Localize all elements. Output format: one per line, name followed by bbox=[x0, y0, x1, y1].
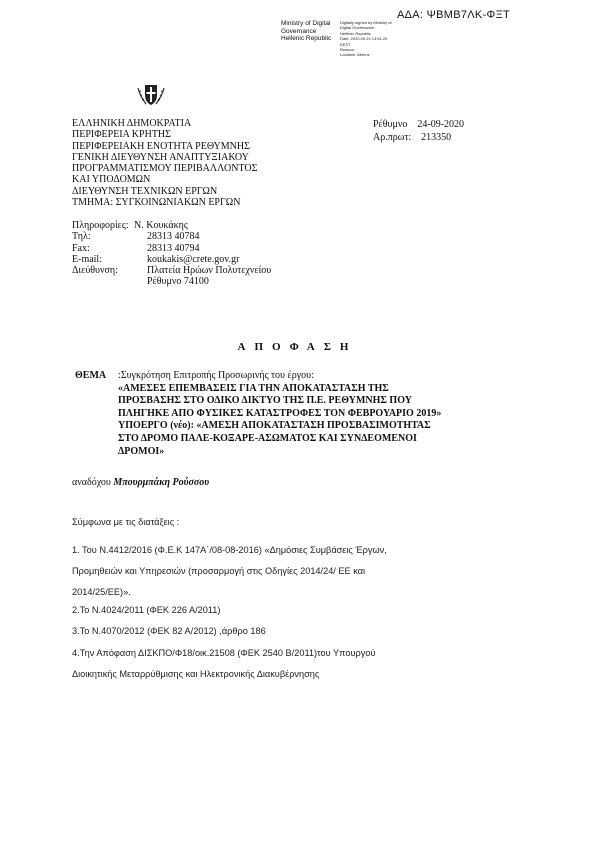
date-label: Ρέθυμνο bbox=[373, 119, 408, 130]
body-line: Διοικητικής Μεταρρύθμισης και Ηλεκτρονικής Διακυβέρνησης bbox=[72, 669, 320, 679]
signature-detail: Location: Athens bbox=[340, 52, 370, 58]
signature-detail: Reason: bbox=[340, 47, 355, 53]
issuer-block bbox=[72, 118, 257, 208]
info-value: Ν. Κουκάκης bbox=[134, 220, 188, 231]
signature-line: Ministry of Digital bbox=[281, 20, 331, 27]
issuer-line: ΠΕΡΙΦΕΡΕΙΑ ΚΡΗΤΗΣ bbox=[72, 129, 171, 141]
signature-detail: Digitally signed by Ministry of bbox=[340, 20, 392, 25]
email-link[interactable]: koukakis@crete.gov.gr bbox=[147, 253, 240, 265]
subject-line: «ΑΜΕΣΕΣ ΕΠΕΜΒΑΣΕΙΣ ΓΙΑ ΤΗΝ ΑΠΟΚΑΤΑΣΤΑΣΗ ΤΗΣ bbox=[118, 382, 389, 394]
issuer-line: ΠΡΟΓΡΑΜΜΑΤΙΣΜΟΥ ΠΕΡΙΒΑΛΛΟΝΤΟΣ bbox=[72, 163, 258, 175]
issuer-line: ΕΛΛΗΝΙΚΗ ΔΗΜΟΚΡΑΤΙΑ bbox=[72, 118, 192, 129]
signature-line: Hellenic Republic bbox=[281, 35, 332, 42]
protocol-value: 213350 bbox=[421, 132, 452, 143]
address-label: Διεύθυνση: bbox=[72, 265, 118, 277]
protocol-row bbox=[373, 131, 464, 144]
subject-line: ΥΠΟΕΡΓΟ (νέο): «ΑΜΕΣΗ ΑΠΟΚΑΤΑΣΤΑΣΗ ΠΡΟΣΒΑΣΙΜΟΤΗΤΑΣ bbox=[118, 420, 431, 432]
body-intro: Σύμφωνα με τις διατάξεις : bbox=[72, 517, 180, 527]
date-row bbox=[373, 118, 464, 131]
subject-label: ΘΕΜΑ bbox=[75, 370, 107, 381]
protocol-label: Αρ.πρωτ: bbox=[373, 132, 412, 143]
decision-title: ΑΠΟΦΑΣΗ bbox=[237, 341, 358, 353]
info-label: Πληροφορίες: bbox=[72, 220, 129, 231]
contractor-label: αναδόχου bbox=[72, 477, 111, 488]
body-line: 3.Το Ν.4070/2012 (ΦΕΚ 82 Α/2012) ,άρθρο 186 bbox=[72, 626, 266, 636]
contractor-line bbox=[72, 477, 209, 488]
signature-line: Governance bbox=[281, 27, 317, 35]
body-line: 2.Το Ν.4024/2011 (ΦΕΚ 226 Α/2011) bbox=[72, 605, 221, 615]
issuer-line: ΚΑΙ ΥΠΟΔΟΜΩΝ bbox=[72, 174, 151, 186]
fax-label: Fax: bbox=[72, 242, 90, 254]
issuer-line: ΓΕΝΙΚΗ ΔΙΕΥΘΥΝΣΗ ΑΝΑΠΤΥΞΙΑΚΟΥ bbox=[72, 151, 249, 163]
issuer-line: ΔΙΕΥΘΥΝΣΗ ΤΕΧΝΙΚΩΝ ΕΡΓΩΝ bbox=[72, 185, 218, 197]
signature-detail: Hellenic Republic bbox=[340, 30, 371, 36]
fax-value: 28313 40794 bbox=[147, 242, 200, 254]
subject-line: ΠΛΗΓΗΚΕ ΑΠΟ ΦΥΣΙΚΕΣ ΚΑΤΑΣΤΡΟΦΕΣ ΤΟΝ ΦΕΒΡΟΥΑΡΙΟ 2019» bbox=[118, 407, 442, 419]
issuer-line: ΠΕΡΙΦΕΡΕΙΑΚΗ ΕΝΟΤΗΤΑ ΡΕΘΥΜΝΗΣ bbox=[72, 140, 250, 152]
signature-detail: EEST bbox=[340, 41, 351, 47]
signature-stamp-left bbox=[281, 20, 331, 43]
document-meta bbox=[373, 118, 464, 144]
body-line: 2014/25/ΕΕ)». bbox=[72, 587, 131, 597]
subject-line: ΣΤΟ ΔΡΟΜΟ ΠΑΛΕ-ΚΟΞΑΡΕ-ΑΣΩΜΑΤΟΣ ΚΑΙ ΣΥΝΔΕΟΜΕΝΟΙ bbox=[118, 432, 417, 444]
signature-detail: Date: 2020.09.24 13:51:20 bbox=[340, 36, 388, 42]
subject-intro: :Συγκρότηση Επιτροπής Προσωρινής του έργου: bbox=[118, 370, 314, 381]
address-city: Ρέθυμνο 74100 bbox=[147, 276, 209, 288]
subject-line: ΠΡΟΣΒΑΣΗΣ ΣΤΟ ΟΔΙΚΟ ΔΙΚΤΥΟ ΤΗΣ Π.Ε. ΡΕΘΥΜΝΗΣ ΠΟΥ bbox=[118, 395, 412, 407]
tel-label: Τηλ: bbox=[72, 231, 91, 243]
body-line: Προμηθειών και Υπηρεσιών (προσαρμογή στις Οδηγίες 2014/24/ ΕΕ και bbox=[72, 566, 366, 576]
ada-code: ΑΔΑ: ΨΒΜΒ7ΛΚ-ΦΞΤ bbox=[397, 9, 511, 21]
tel-value: 28313 40784 bbox=[147, 231, 200, 243]
email-label: E-mail: bbox=[72, 253, 102, 265]
body-line: 1. Του Ν.4412/2016 (Φ.Ε.Κ 147Α΄/08-08-2016) «Δημόσιες Συμβάσεις Έργων, bbox=[72, 545, 387, 555]
date-value: 24-09-2020 bbox=[417, 119, 465, 130]
subject-line: ΔΡΟΜΟΙ» bbox=[118, 445, 165, 457]
signature-stamp-right bbox=[340, 20, 392, 58]
address-value: Πλατεία Ηρώων Πολυτεχνείου bbox=[147, 265, 272, 277]
contractor-name: Μπουρμπάκη Ρούσσου bbox=[113, 477, 210, 488]
issuer-line: ΤΜΗΜΑ: ΣΥΓΚΟΙΝΩΝΙΑΚΩΝ ΕΡΓΩΝ bbox=[72, 197, 241, 209]
subject-block bbox=[118, 370, 441, 458]
hellenic-emblem-icon bbox=[136, 80, 166, 110]
body-line: 4.Την Απόφαση ΔΙΣΚΠΟ/Φ18/οικ.21508 (ΦΕΚ 2540 Β/2011)του Υπουργού bbox=[72, 648, 376, 658]
signature-detail: Digital Governance, bbox=[340, 25, 376, 31]
